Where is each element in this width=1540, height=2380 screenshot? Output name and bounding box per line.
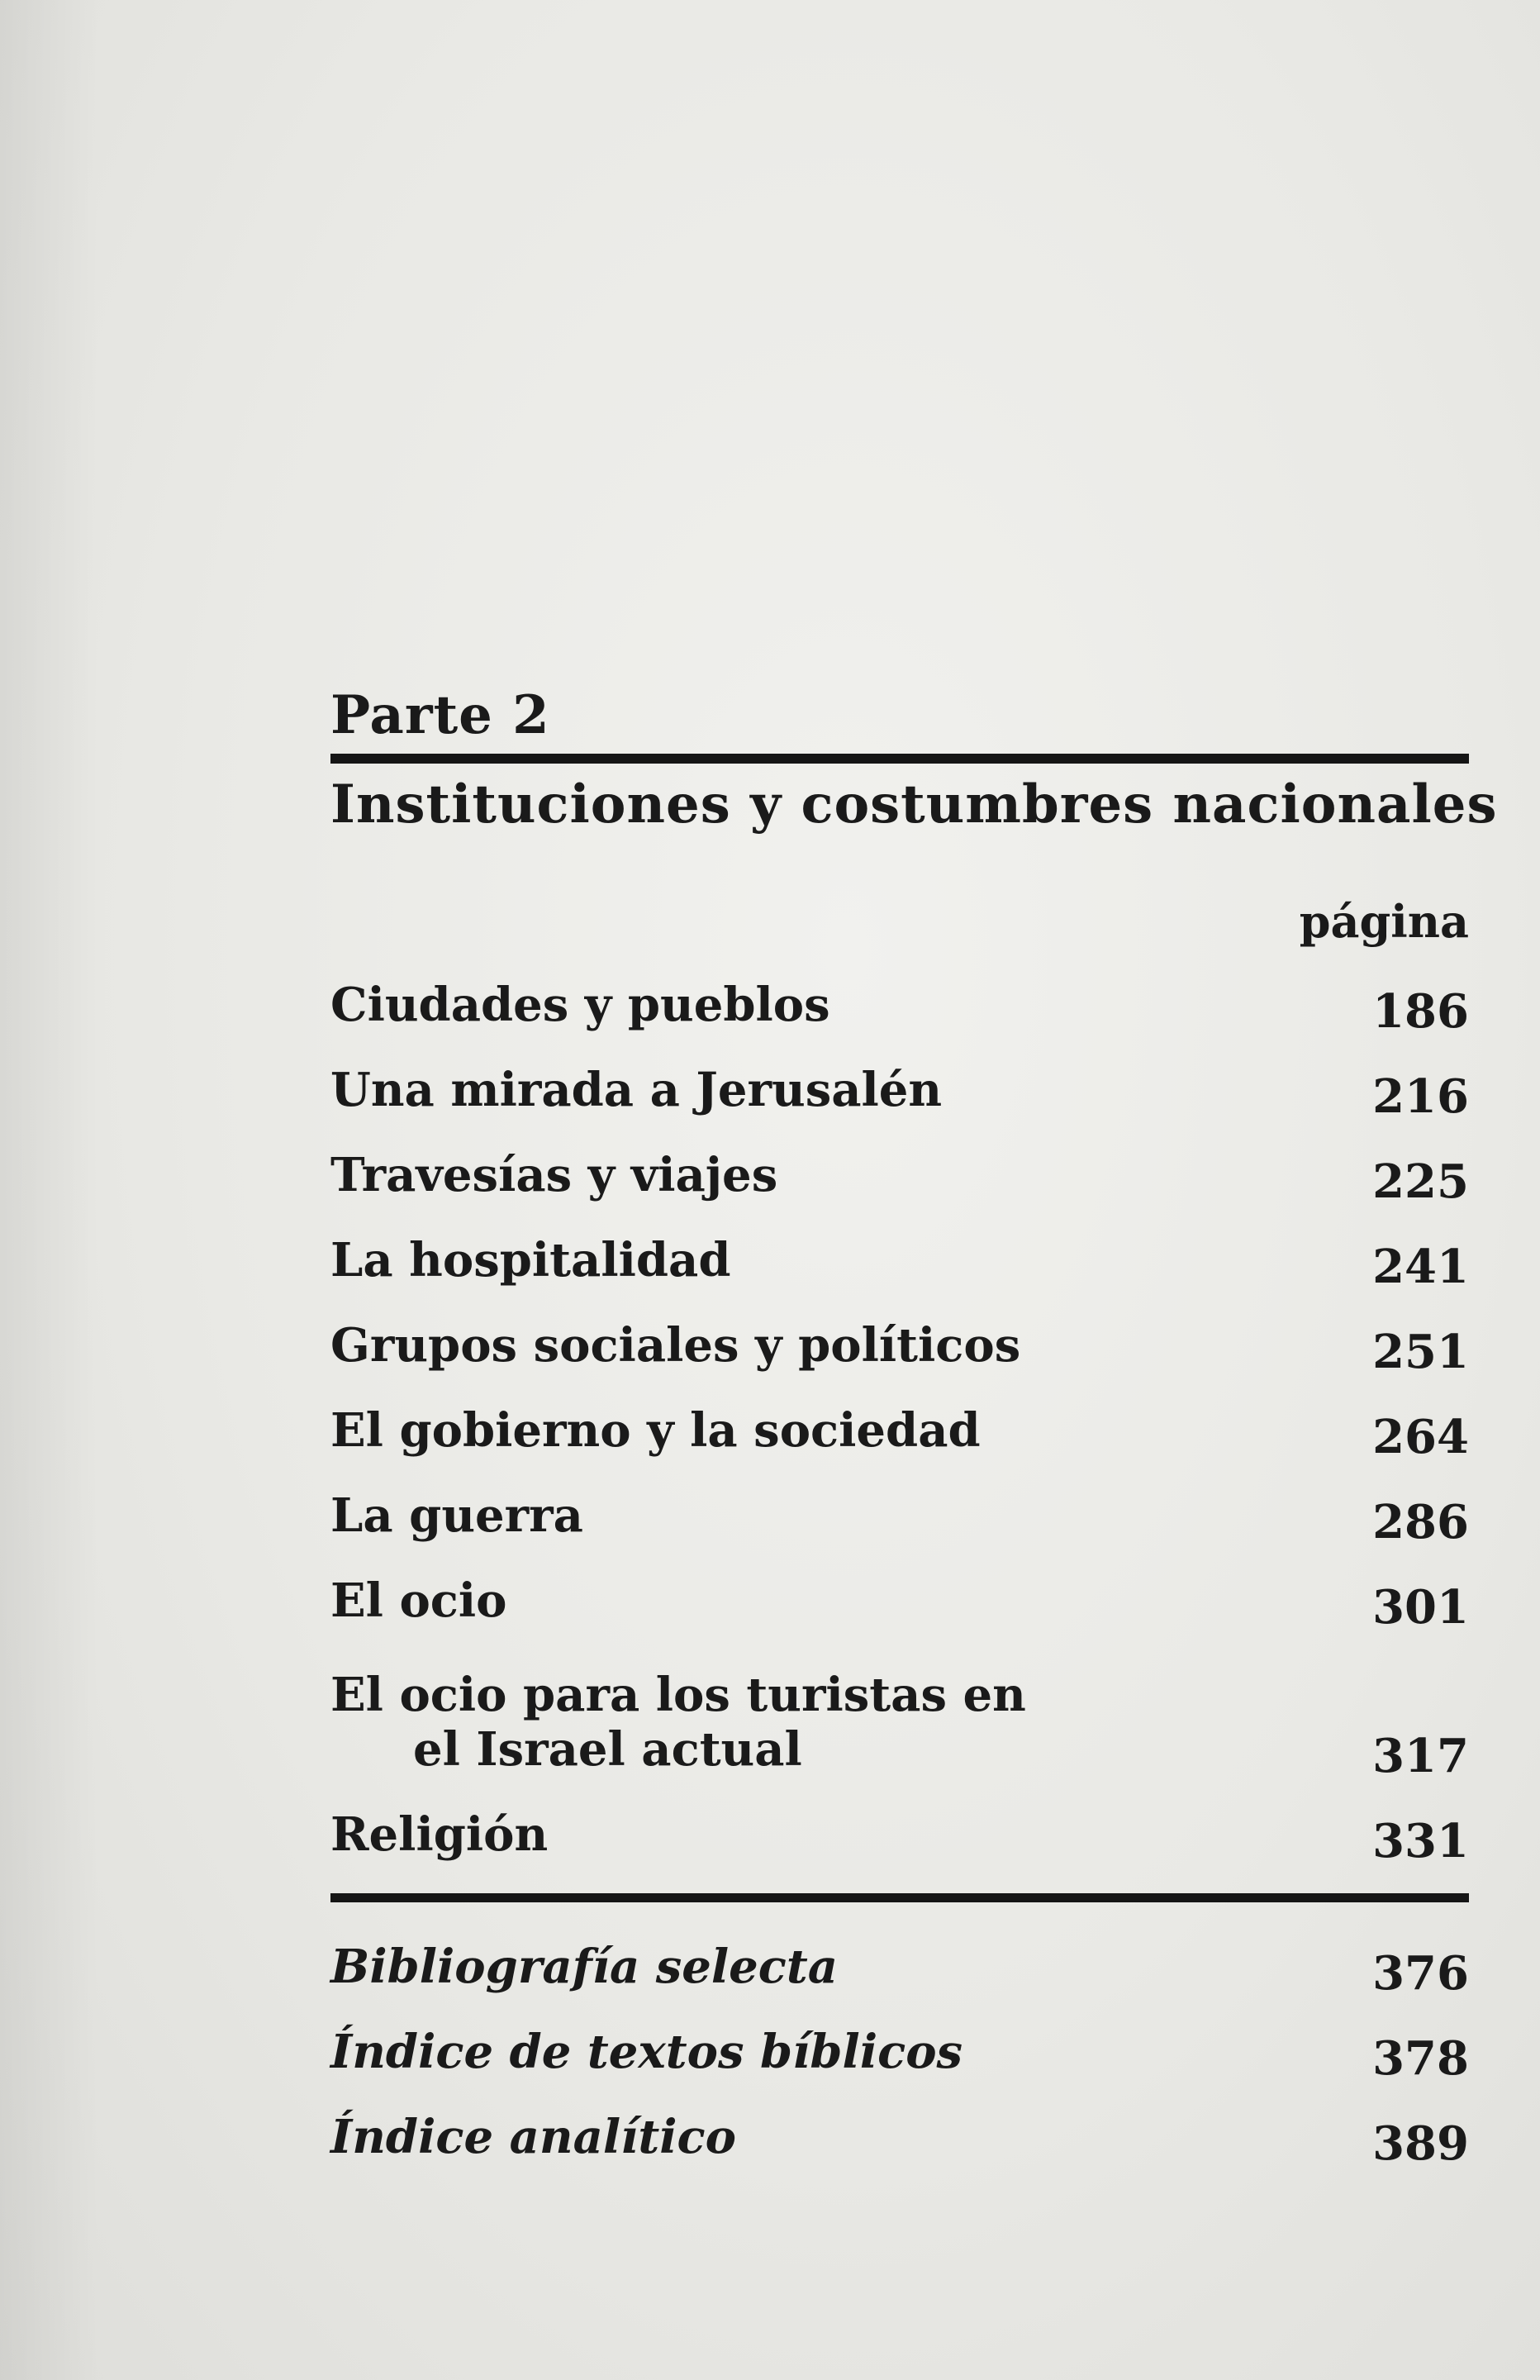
appendix-entry-page: 378 — [1372, 2031, 1469, 2086]
appendix-entry-label: Índice analítico — [330, 2110, 736, 2164]
toc-entry-label: Ciudades y pueblos — [330, 978, 830, 1032]
toc-entry[interactable] — [330, 1383, 1469, 1468]
appendix-entry[interactable] — [330, 1919, 1469, 2004]
toc-entry-page: 317 — [1372, 1729, 1469, 1783]
page-column-header: página — [1299, 895, 1469, 948]
toc-entry[interactable] — [330, 1638, 1469, 1787]
table-of-contents — [330, 678, 1498, 2174]
appendix-entry-label: Bibliografía selecta — [330, 1940, 839, 1994]
toc-entry-page: 216 — [1372, 1069, 1469, 1124]
bottom-divider — [330, 1893, 1469, 1902]
toc-entry-label: Travesías y viajes — [330, 1148, 778, 1202]
toc-entry-label — [330, 1668, 1026, 1787]
toc-entry-label: Una mirada a Jerusalén — [330, 1063, 943, 1117]
toc-entry-page: 331 — [1372, 1814, 1469, 1868]
toc-entry-label: El ocio — [330, 1573, 507, 1628]
toc-entry[interactable] — [330, 1553, 1469, 1638]
appendix-entry-label: Índice de textos bíblicos — [330, 2025, 963, 2079]
top-divider — [330, 754, 1469, 764]
appendix-entry-page: 376 — [1372, 1946, 1469, 2001]
toc-entry-label-line1: El ocio para los turistas en — [330, 1668, 1026, 1722]
toc-entry-page: 225 — [1372, 1154, 1469, 1209]
appendix-entry-page: 389 — [1372, 2116, 1469, 2171]
toc-entry-page: 241 — [1372, 1240, 1469, 1294]
toc-entry[interactable] — [330, 1297, 1469, 1383]
toc-entry[interactable] — [330, 1212, 1469, 1297]
section-title: Instituciones y costumbres nacionales — [330, 774, 1498, 835]
toc-entry-page: 186 — [1372, 984, 1469, 1039]
part-title: Parte 2 — [330, 684, 550, 746]
toc-entry-label: El gobierno y la sociedad — [330, 1403, 981, 1458]
appendix-list — [330, 1919, 1469, 2174]
page-edge-shadow — [0, 0, 99, 2380]
toc-entry-page: 251 — [1372, 1325, 1469, 1379]
toc-entry-label: Religión — [330, 1807, 549, 1862]
toc-entry-label: Grupos sociales y políticos — [330, 1318, 1021, 1373]
appendix-entry[interactable] — [330, 2089, 1469, 2174]
chapter-list — [330, 957, 1469, 1872]
toc-entry[interactable] — [330, 1468, 1469, 1553]
toc-entry[interactable] — [330, 957, 1469, 1042]
toc-entry-label: La guerra — [330, 1488, 583, 1543]
appendix-entry[interactable] — [330, 2004, 1469, 2089]
toc-entry[interactable] — [330, 1127, 1469, 1212]
toc-entry-page: 286 — [1372, 1495, 1469, 1549]
toc-entry-label: La hospitalidad — [330, 1233, 731, 1288]
toc-entry-page: 301 — [1372, 1580, 1469, 1635]
toc-entry[interactable] — [330, 1787, 1469, 1872]
toc-entry-page: 264 — [1372, 1410, 1469, 1464]
toc-entry[interactable] — [330, 1042, 1469, 1127]
toc-entry-label-line2: el Israel actual — [413, 1722, 802, 1777]
